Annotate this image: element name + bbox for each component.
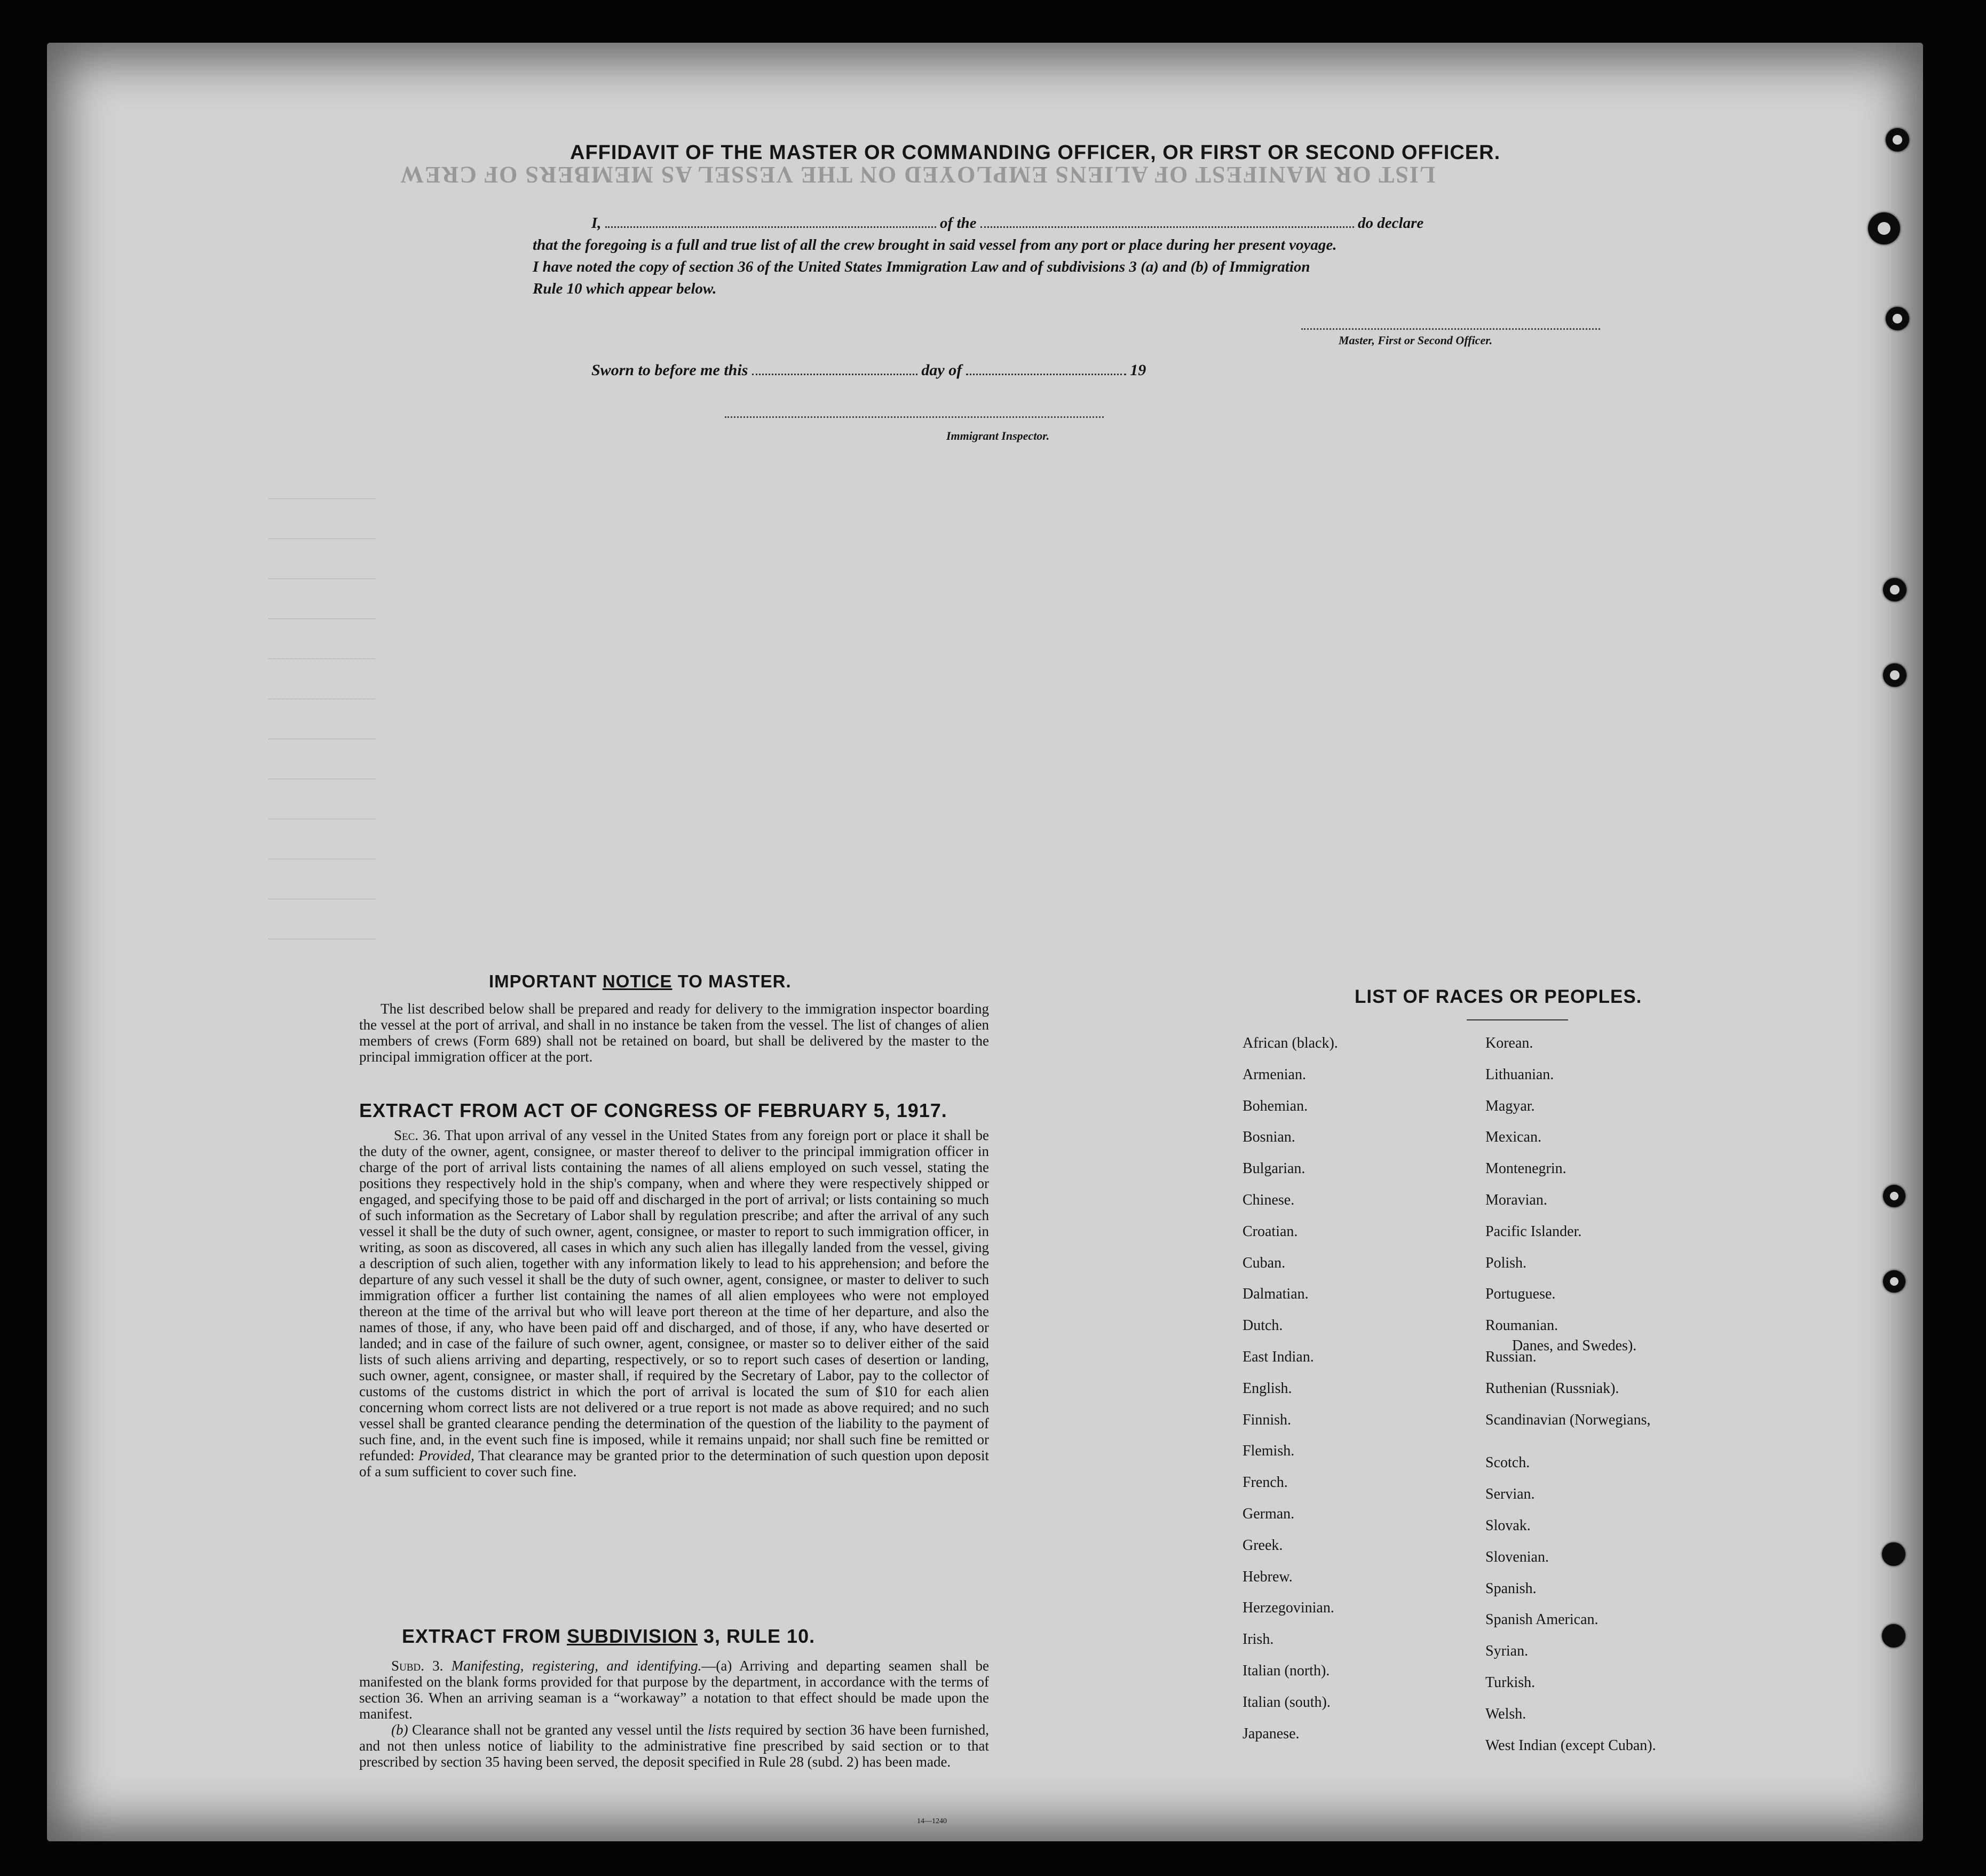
race-item: Croatian. (1243, 1223, 1298, 1240)
race-item: Magyar. (1485, 1097, 1535, 1114)
sworn-year: 19 (1130, 361, 1146, 379)
race-item: English. (1243, 1380, 1292, 1397)
subd-para-b-1: Clearance shall not be granted any vessel until the (412, 1722, 704, 1738)
punch-hole (1883, 663, 1906, 687)
master-name-field[interactable] (605, 226, 936, 228)
notice-heading-part: IMPORTANT (489, 971, 603, 991)
punch-hole (1886, 307, 1909, 330)
notice-heading (489, 971, 792, 992)
rule-extract-body (359, 1658, 989, 1770)
races-heading-rule (1467, 1019, 1568, 1020)
master-signature-line[interactable] (1301, 328, 1600, 330)
race-item: Bulgarian. (1243, 1160, 1305, 1177)
race-item: Flemish. (1243, 1443, 1295, 1460)
subd-para-b-2: required by section 36 have been furnished, and not then unless notice of liability to the administrative fine prescribed by said section or to that prescribed by section 35 having been served, the deposit specified in Rule 28 (subd. 2) has been made. (359, 1722, 990, 1770)
sworn-month-field[interactable] (966, 374, 1126, 375)
declaration-line-2: that the foregoing is a full and true list of all the crew brought in said vessel from any port or place during her present voyage. (533, 236, 1337, 254)
declaration-line-3: I have noted the copy of section 36 of the United States Immigration Law and of subdivisions 3 (a) and (b) of Immigration (533, 258, 1310, 275)
races-right-column (1485, 1035, 1763, 1756)
notice-text: The list described below shall be prepared and ready for delivery to the immigration inspector boarding the vessel at the port of arrival, and shall in no instance be taken from the vessel. The list of changes of alien members of crews (Form 689) shall not be retained on board, but shall be delivered by the master to the principal immigration officer at the port. (359, 1001, 989, 1065)
rule-heading-part: 3, RULE 10. (698, 1625, 816, 1647)
notice-heading-part: TO MASTER. (672, 971, 792, 991)
notice-heading-part: NOTICE (602, 971, 672, 991)
punch-hole (1883, 1270, 1905, 1293)
race-item: Scandinavian (Norwegians, (1485, 1411, 1651, 1428)
race-item: Lithuanian. (1485, 1066, 1554, 1083)
race-item: East Indian. (1243, 1349, 1314, 1365)
race-item: Servian. (1485, 1486, 1535, 1503)
race-item: French. (1243, 1474, 1288, 1491)
declaration-end: do declare (1358, 215, 1424, 232)
race-item: Russian. (1485, 1349, 1537, 1365)
race-item: Cuban. (1243, 1254, 1286, 1271)
punch-hole (1882, 1624, 1905, 1648)
vessel-name-field[interactable] (980, 226, 1354, 228)
rule-extract-heading (402, 1625, 815, 1648)
race-item: Moravian. (1485, 1192, 1547, 1208)
race-item: West Indian (except Cuban). (1485, 1737, 1656, 1754)
affidavit-declaration (533, 212, 1595, 300)
race-item: Hebrew. (1243, 1568, 1293, 1585)
sworn-day-field[interactable] (752, 374, 917, 375)
races-heading: LIST OF RACES OR PEOPLES. (1355, 986, 1642, 1007)
punch-hole (1883, 578, 1906, 601)
race-item: Pacific Islander. (1485, 1223, 1582, 1240)
rule-heading-part: SUBDIVISION (566, 1625, 698, 1647)
race-item: Irish. (1243, 1631, 1274, 1648)
subd-para-a: —(a) Arriving and departing seamen shall be manifested on the blank forms provided for that purpose by the department, in accordance with the terms of section 36. When an arriving seaman is a “workaway” a notation to that effect should be made upon the manifest. (359, 1658, 989, 1722)
sworn-prefix: Sworn to before me this (591, 361, 748, 379)
declaration-of-the: of the (940, 215, 977, 232)
declaration-i: I, (591, 215, 602, 232)
inspector-signature-line[interactable] (725, 416, 1104, 418)
sec-text: That upon arrival of any vessel in the United States from any foreign port or place it shall be the duty of the owner, agent, consignee, or master thereof to deliver to the principal immigration officer in charge of the port of arrival lists containing the names of all aliens employed on such vessel, stating the positions they respectively hold in the ship's company, when and where they were respectively shipped or engaged, and specifying those to be paid off and discharged in the port of arrival; or lists containing so much of such information as the Secretary of Labor shall by regulation prescribe; and after the arrival of any such vessel it shall be the duty of such owner, agent, consignee, or master to report to such immigration officer, in writing, as soon as discovered, all cases in which any such alien has illegally landed from the vessel, giving a description of such alien, together with any information likely to lead to his apprehension; and before the departure of any such vessel it shall be the duty of such owner, agent, consignee, or master to deliver to such immigration officer a further list containing the names of all alien employees who were not employed thereon at the time of the arrival but who will leave port thereon at the time of her departure, and also the names of those, if any, who have been paid off and discharged, and of those, if any, who have deserted or landed; and in case of the failure of such owner, agent, consignee, or master so to deliver either of the said lists of such aliens arriving and departing, respectively, or so to report such cases of desertion or landing, such owner, agent, consignee, or master shall, if required by the Secretary of Labor, pay to the collector of customs of the customs district in which the port of arrival is located the sum of $10 for each alien concerning whom correct lists are not delivered or a true report is not made as above required; and no such vessel shall be granted clearance pending the determination of the question of the liability to the payment of such fine, and, in the event such fine is imposed, while it remains unpaid; nor shall such fine be remitted or refunded: (359, 1127, 989, 1463)
race-item: Bohemian. (1243, 1097, 1308, 1114)
race-item: Spanish American. (1485, 1611, 1599, 1628)
sworn-day-of: day of (921, 361, 962, 379)
punch-hole (1868, 212, 1900, 244)
race-item: African (black). (1243, 1035, 1338, 1051)
race-item: Spanish. (1485, 1580, 1537, 1597)
subd-lists: lists (708, 1722, 731, 1738)
race-item: Syrian. (1485, 1643, 1529, 1660)
race-item: Dalmatian. (1243, 1286, 1309, 1303)
bleed-through-rows (268, 459, 375, 939)
subd-label: Subd. 3. (391, 1658, 444, 1674)
race-item: Mexican. (1485, 1129, 1541, 1146)
race-item: Slovak. (1485, 1517, 1531, 1534)
master-signature-label: Master, First or Second Officer. (1339, 334, 1493, 347)
race-item: Japanese. (1243, 1725, 1300, 1742)
race-item: Scotch. (1485, 1454, 1530, 1471)
punch-hole (1886, 128, 1909, 152)
race-item: Ruthenian (Russniak). (1485, 1380, 1619, 1397)
race-item: Italian (south). (1243, 1693, 1331, 1711)
race-scandinavian-cont: Danes, and Swedes). (1512, 1337, 1637, 1354)
manifest-page (47, 43, 1923, 1841)
sec-label: Sec. 36. (394, 1127, 441, 1143)
rule-heading-part: EXTRACT FROM (402, 1625, 567, 1647)
punch-hole (1883, 1185, 1905, 1207)
race-item: Korean. (1485, 1035, 1533, 1051)
race-item: Greek. (1243, 1537, 1283, 1554)
bleed-through-heading: LIST OR MANIFEST OF ALIENS EMPLOYED ON THE VESSEL AS MEMBERS OF CREW (399, 162, 1436, 188)
notice-body (359, 1001, 989, 1065)
race-item: Herzegovinian. (1243, 1600, 1334, 1617)
race-item: Finnish. (1243, 1411, 1292, 1428)
race-item: Roumanian. (1485, 1317, 1558, 1334)
race-item: Polish. (1485, 1254, 1527, 1271)
race-item: Chinese. (1243, 1192, 1295, 1208)
inspector-label: Immigrant Inspector. (946, 429, 1050, 442)
race-item: Armenian. (1243, 1066, 1306, 1083)
affidavit-title: AFFIDAVIT OF THE MASTER OR COMMANDING OFFICER, OR FIRST OR SECOND OFFICER. (570, 141, 1501, 164)
declaration-line-4: Rule 10 which appear below. (533, 280, 717, 297)
race-item: Italian (north). (1243, 1663, 1330, 1679)
provided-word: Provided, (418, 1447, 474, 1463)
act-extract-heading: EXTRACT FROM ACT OF CONGRESS OF FEBRUARY 5, 1917. (359, 1099, 947, 1121)
sec-text-end: That clearance may be granted prior to the determination of such question upon deposit of a sum sufficient to cover such fine. (359, 1447, 990, 1479)
race-item: Bosnian. (1243, 1129, 1295, 1146)
form-code: 14—1240 (917, 1817, 947, 1825)
race-item: Portuguese. (1485, 1286, 1556, 1303)
punch-hole (1882, 1542, 1905, 1566)
subd-b-label: (b) (391, 1722, 408, 1738)
race-item: Montenegrin. (1485, 1160, 1566, 1177)
race-item: Slovenian. (1485, 1548, 1549, 1565)
races-left-column (1243, 1035, 1467, 1756)
race-item: Turkish. (1485, 1674, 1536, 1691)
race-item: German. (1243, 1506, 1295, 1522)
race-item: Welsh. (1485, 1705, 1526, 1722)
race-item: Dutch. (1243, 1317, 1283, 1334)
act-extract-body (359, 1127, 989, 1479)
sworn-statement (591, 361, 1146, 379)
subd-title: Manifesting, registering, and identifying. (451, 1658, 702, 1674)
